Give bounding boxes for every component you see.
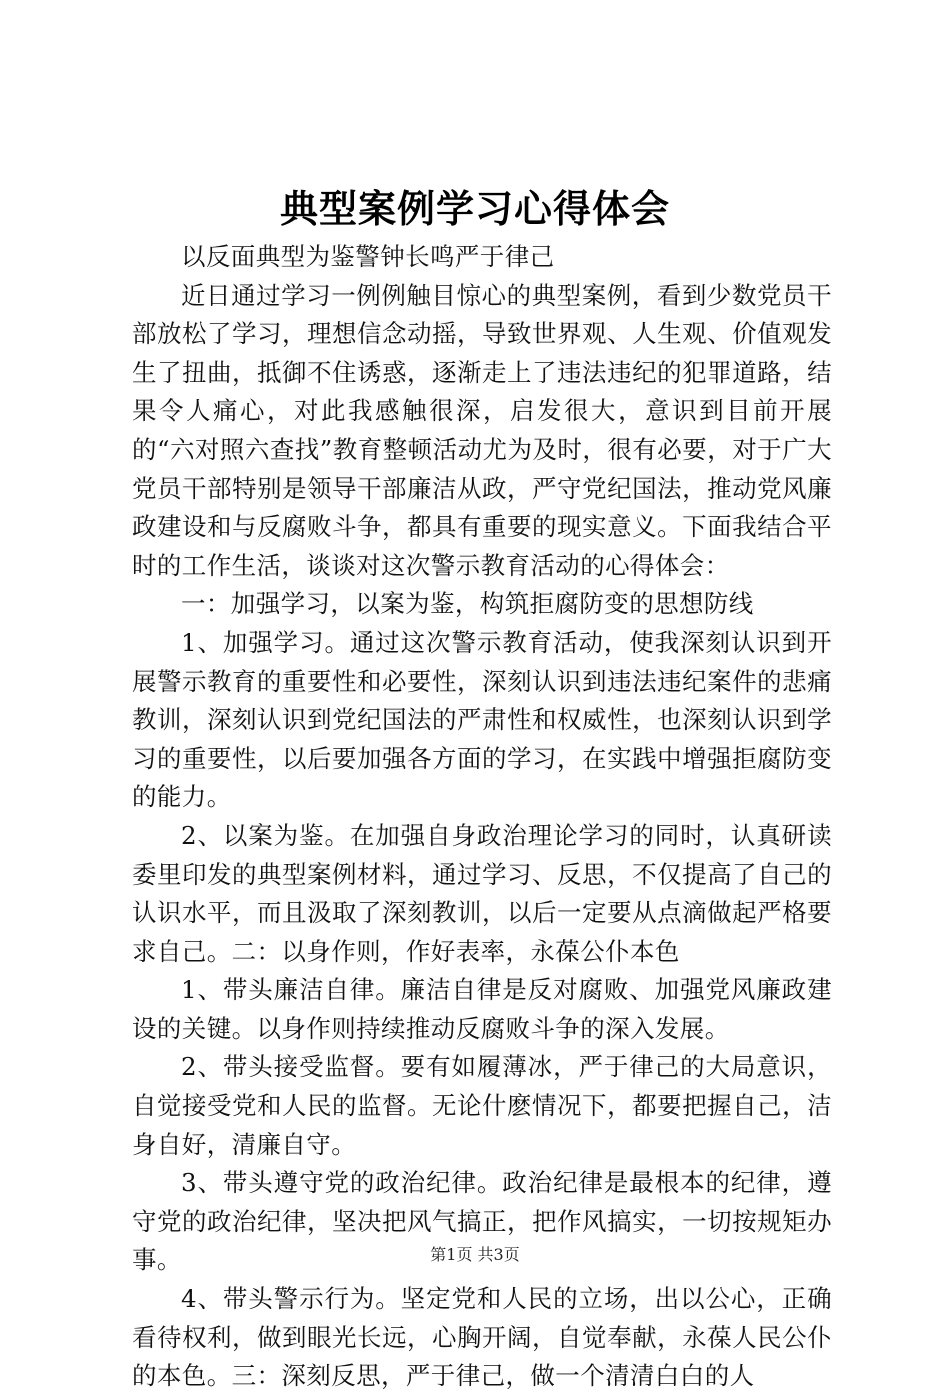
body-paragraph: 1、带头廉洁自律。廉洁自律是反对腐败、加强党风廉政建设的关键。以身作则持续推动反腐败斗争的深入发展。 [132,975,832,1043]
intro-paragraph: 近日通过学习一例例触目惊心的典型案例，看到少数党员干部放松了学习，理想信念动摇，导致世界观、人生观、价值观发生了扭曲，抵御不住诱惑，逐渐走上了违法违纪的犯罪道路，结果令人痛心，对此我感触很深，启发很大，意识到目前开展的“六对照六查找”教育整顿活动尤为及时，很有必要，对于广大党员干部特别是领导干部廉洁从政，严守党纪国法，推动党风廉政建设和与反腐败斗争，都具有重要的现实意义。下面我结合平时的工作生活，谈谈对这次警示教育活动的心得体会： [132,280,832,580]
body-paragraph: 2、以案为鉴。在加强自身政治理论学习的同时，认真研读委里印发的典型案例材料，通过学习、反思，不仅提高了自己的认识水平，而且汲取了深刻教训，以后一定要从点滴做起严格要求自己。二：以身作则，作好表率，永葆公仆本色 [132,820,832,966]
body-paragraph: 1、加强学习。通过这次警示教育活动，使我深刻认识到开展警示教育的重要性和必要性，深刻认识到违法违纪案件的悲痛教训，深刻认识到党纪国法的严肃性和权威性，也深刻认识到学习的重要性，以后要加强各方面的学习，在实践中增强拒腐防变的能力。 [132,627,832,812]
document-body [132,238,832,1396]
document-title: 典型案例学习心得体会 [279,186,670,231]
body-paragraph: 2、带头接受监督。要有如履薄冰，严于律己的大局意识，自觉接受党和人民的监督。无论什麽情况下，都要把握自己，洁身自好，清廉自守。 [132,1052,832,1159]
body-paragraph: 3、带头遵守党的政治纪律。政治纪律是最根本的纪律，遵守党的政治纪律，坚决把风气搞正，把作风搞实，一切按规矩办事。 [132,1168,832,1275]
subtitle-paragraph: 以反面典型为鉴警钟长鸣严于律己 [181,242,555,271]
page-footer: 第1页 共3页 [430,1245,520,1264]
section-heading-1: 一：加强学习，以案为鉴，构筑拒腐防变的思想防线 [181,589,754,619]
body-paragraph: 4、带头警示行为。坚定党和人民的立场，出以公心，正确看待权利，做到眼光长远，心胸开阔，自觉奉献，永葆人民公仆的本色。三：深刻反思，严于律己，做一个清清白白的人 [132,1284,832,1391]
